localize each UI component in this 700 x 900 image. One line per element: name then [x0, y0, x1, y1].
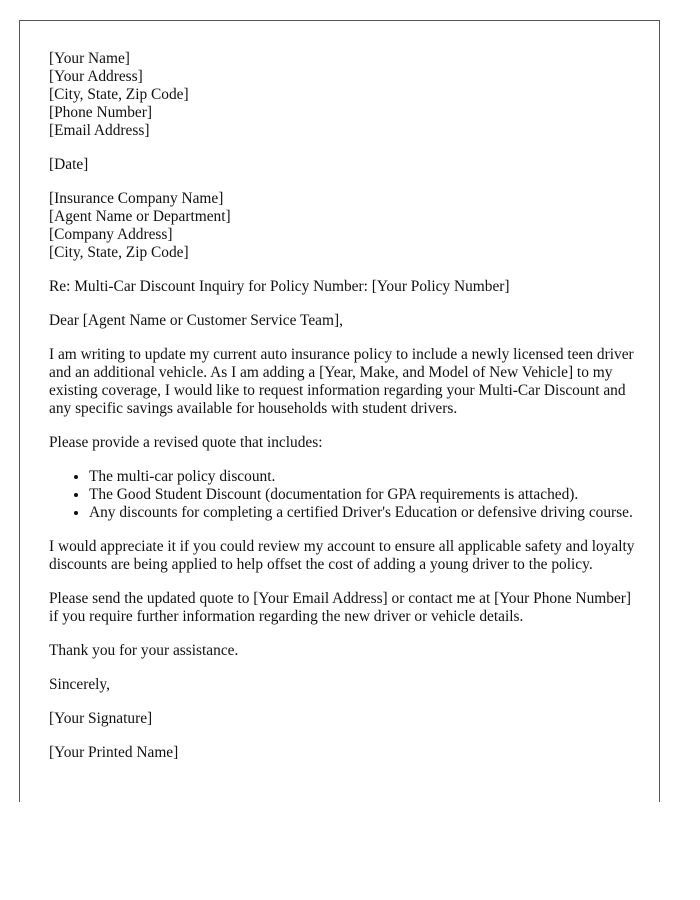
letter-content: [49, 50, 639, 778]
list-item: • The Good Student Discount (documentation for GPA requirements is attached).: [89, 486, 639, 504]
recipient-company: [Insurance Company Name]: [49, 190, 224, 207]
thanks-paragraph: Thank you for your assistance.: [49, 642, 239, 659]
letter-page: [19, 20, 660, 802]
sender-city-state-zip: [City, State, Zip Code]: [49, 86, 189, 103]
intro-paragraph: I am writing to update my current auto insurance policy to include a newly licensed teen driver and an additional vehicle. As I am adding a [Year, Make, and Model of New Vehicle] to my existing coverage, I would like to request information regarding your Multi-Car Discount and any specific savings available for households with student drivers.: [49, 346, 634, 417]
contact-paragraph: Please send the updated quote to [Your Email Address] or contact me at [Your Phone Number] if you require further information regarding the new driver or vehicle details.: [49, 590, 632, 625]
discount-list: [49, 468, 639, 522]
sender-block: [49, 50, 639, 140]
request-paragraph: Please provide a revised quote that includes:: [49, 434, 323, 451]
recipient-agent: [Agent Name or Department]: [49, 208, 231, 225]
recipient-block: [49, 190, 639, 262]
review-paragraph: I would appreciate it if you could review my account to ensure all applicable safety and loyalty discounts are being applied to help offset the cost of adding a young driver to the policy.: [49, 538, 635, 573]
sender-address: [Your Address]: [49, 68, 143, 85]
subject-line: Re: Multi-Car Discount Inquiry for Policy Number: [Your Policy Number]: [49, 278, 510, 295]
closing: Sincerely,: [49, 676, 110, 693]
sender-email: [Email Address]: [49, 122, 150, 139]
sender-phone: [Phone Number]: [49, 104, 153, 121]
letter-date: [Date]: [49, 156, 89, 173]
printed-name: [Your Printed Name]: [49, 744, 179, 761]
signature: [Your Signature]: [49, 710, 153, 727]
recipient-city-state-zip: [City, State, Zip Code]: [49, 244, 189, 261]
list-item: • Any discounts for completing a certified Driver's Education or defensive driving course.: [89, 504, 639, 522]
list-item: • The multi-car policy discount.: [89, 468, 639, 486]
sender-name: [Your Name]: [49, 50, 130, 67]
recipient-address: [Company Address]: [49, 226, 173, 243]
salutation: Dear [Agent Name or Customer Service Team],: [49, 312, 343, 329]
